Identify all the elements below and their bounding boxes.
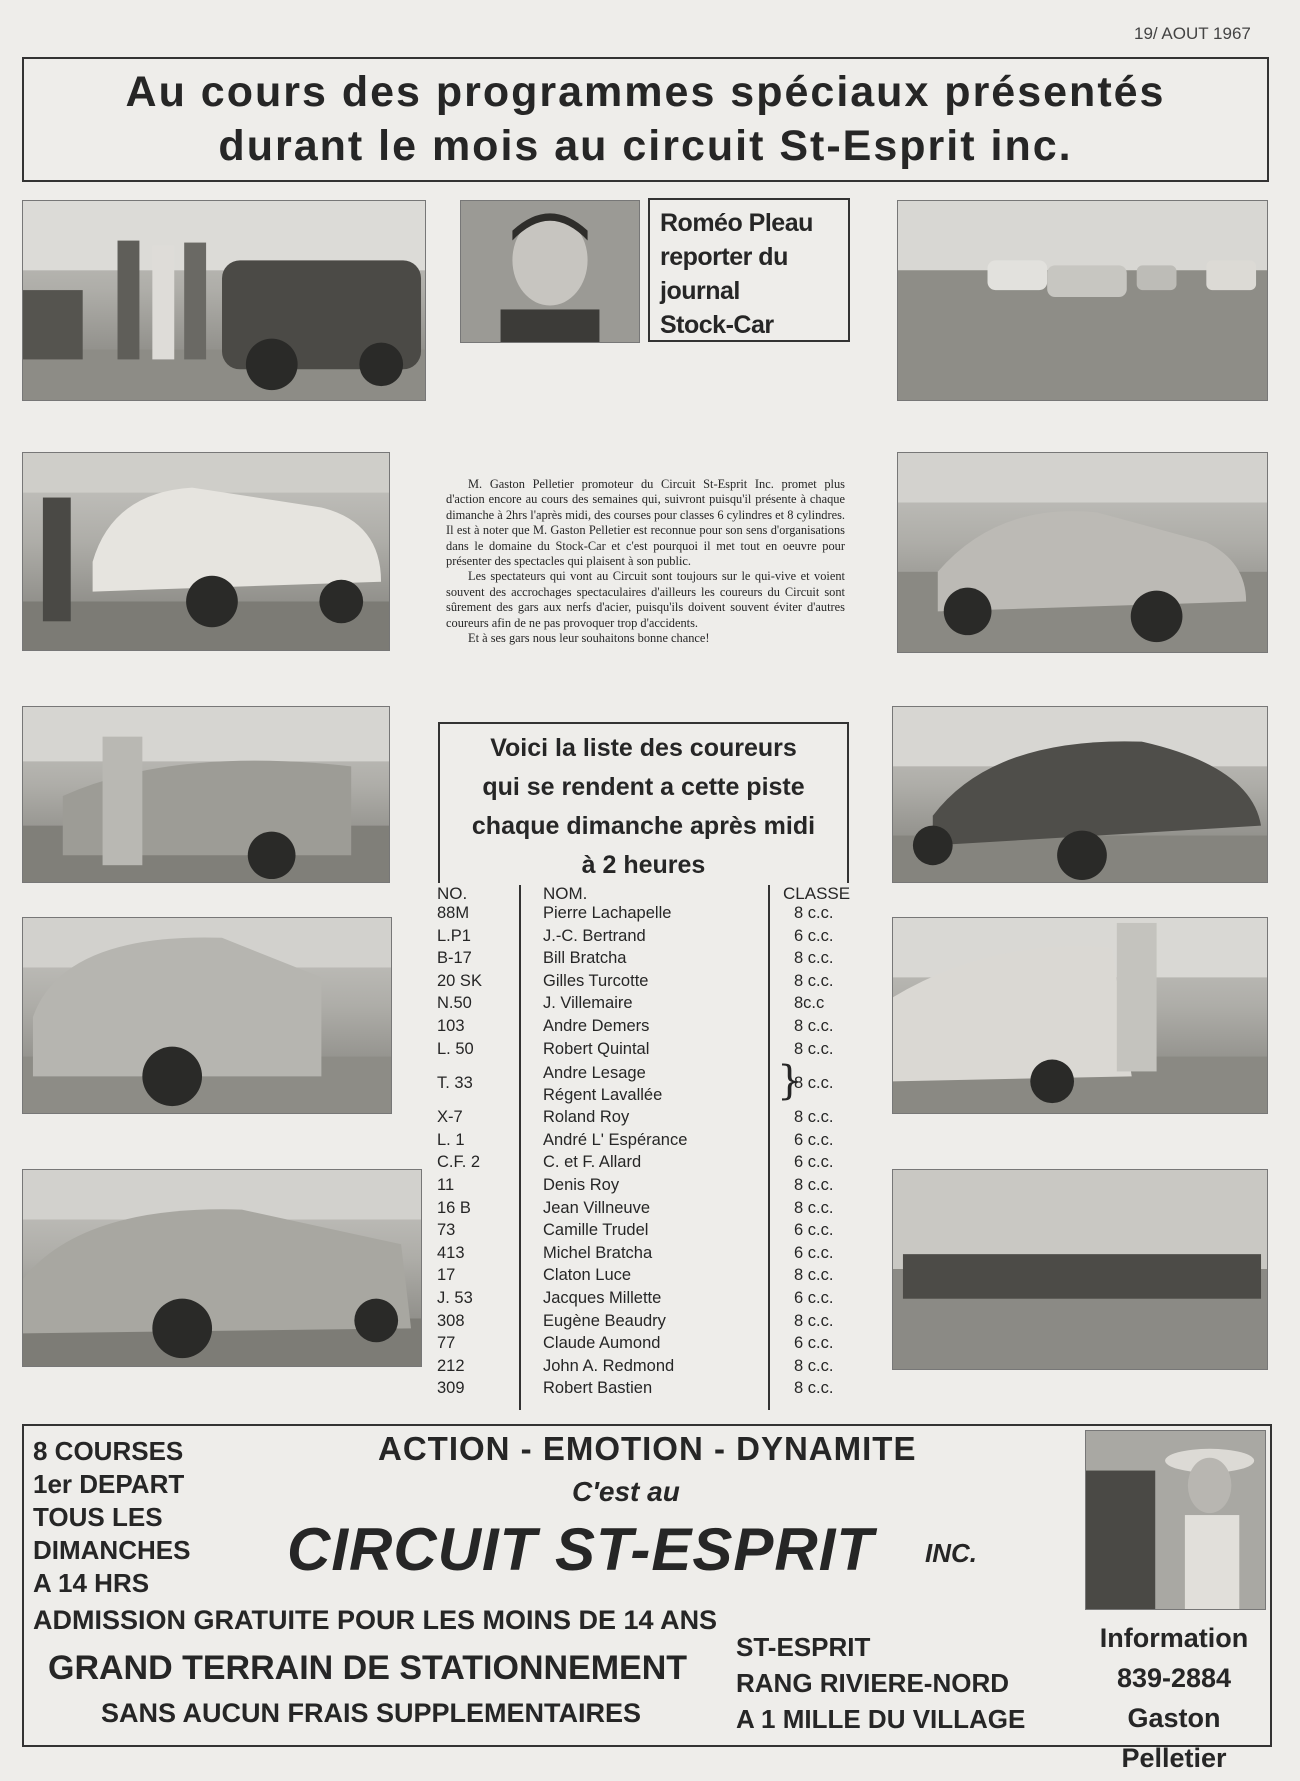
table-row-shared [437, 1058, 857, 1108]
driver-number: C.F. 2 [437, 1153, 481, 1172]
reporter-line-3: journal [660, 277, 740, 305]
photo-drivers-with-car [22, 200, 426, 401]
ad-address [736, 1629, 1025, 1737]
driver-name: John A. Redmond [543, 1356, 675, 1375]
brace-icon: } [777, 1058, 803, 1105]
ad-address-line-3: A 1 MILLE DU VILLAGE [736, 1704, 1026, 1734]
driver-name: Denis Roy [543, 1175, 620, 1194]
driver-number: J. 53 [437, 1288, 473, 1307]
driver-name: J. Villemaire [543, 994, 633, 1013]
driver-class: 8 c.c. [794, 1198, 834, 1217]
headline [22, 57, 1269, 182]
table-row [437, 904, 857, 927]
driver-name: Pierre Lachapelle [543, 904, 672, 922]
driver-name: Roland Roy [543, 1108, 630, 1127]
driver-class: 8 c.c. [794, 1175, 834, 1194]
driver-number: T. 33 [437, 1074, 473, 1093]
driver-name: J.-C. Bertrand [543, 926, 646, 945]
driver-class: 8 c.c. [794, 1016, 834, 1035]
table-row [437, 1244, 857, 1267]
ad-address-line-1: ST-ESPRIT [736, 1632, 871, 1662]
ad-contact-name: Gaston Pelletier [1121, 1703, 1227, 1773]
reporter-line-4: Stock-Car [660, 311, 774, 339]
table-row [437, 1221, 857, 1244]
ad-parking: GRAND TERRAIN DE STATIONNEMENT [48, 1649, 688, 1687]
driver-class: 8 c.c. [794, 949, 834, 968]
table-row [437, 1153, 857, 1176]
ad-admission: ADMISSION GRATUITE POUR LES MOINS DE 14 ANS [33, 1605, 718, 1635]
driver-class: 6 c.c. [794, 1130, 834, 1149]
driver-number: X-7 [437, 1108, 463, 1127]
driver-roster [437, 904, 857, 1402]
driver-class: 6 c.c. [794, 1221, 834, 1240]
driver-number: N.50 [437, 994, 472, 1013]
driver-class: 8 c.c. [794, 1074, 834, 1093]
roster-title [438, 722, 849, 883]
roster-title-line-3: chaque dimanche après midi [471, 812, 816, 840]
ad-schedule-line-1: 8 COURSES [33, 1436, 184, 1466]
driver-number: 212 [437, 1356, 465, 1375]
ad-schedule-line-2: 1er DEPART [33, 1469, 185, 1499]
driver-name: Bill Bratcha [543, 949, 627, 968]
article-paragraph-3: Et à ses gars nous leur souhaitons bonne chance! [468, 631, 710, 646]
driver-number: L. 50 [437, 1039, 474, 1058]
ad-address-line-2: RANG RIVIERE-NORD [736, 1668, 1010, 1698]
driver-number: 309 [437, 1379, 465, 1398]
reporter-line-2: reporter du [660, 243, 788, 271]
driver-class: 8 c.c. [794, 904, 834, 922]
driver-name: Robert Bastien [543, 1379, 653, 1398]
article-paragraph-2: Les spectateurs qui vont au Circuit sont toujours sur le qui-vive et voient souvent des accrochages spectaculaires d'ailleurs les coureurs du Circuit sont sûrement des gars aux nerfs d'acier, puisqu'ils doivent souvent éviter d'autres coureurs afin de ne pas provoquer trop d'accidents. [446, 569, 845, 630]
driver-name: C. et F. Allard [543, 1153, 642, 1172]
ad-schedule-line-3: TOUS LES [33, 1502, 163, 1532]
driver-class: 8 c.c. [794, 1266, 834, 1285]
table-row [437, 994, 857, 1017]
driver-number: 17 [437, 1266, 456, 1285]
photo-sedan-front-damage [892, 706, 1268, 883]
table-row [437, 1312, 857, 1335]
table-row [437, 1266, 857, 1289]
driver-number: B-17 [437, 949, 472, 968]
ad-circuit-name: CIRCUIT ST-ESPRIT [287, 1516, 875, 1583]
driver-class: 6 c.c. [794, 1243, 834, 1262]
driver-name: Claude Aumond [543, 1334, 661, 1353]
article-paragraph-1: M. Gaston Pelletier promoteur du Circuit St-Esprit Inc. promet plus d'action encore au cours des semaines qui, suivront puisqu'il présente à chaque dimanche à 2hrs l'après midi, des courses pour classes 6 cylindres et 8 cylindres. Il est à noter que M. Gaston Pelletier est reconnue pour son sens d'organisations dans le domaine du Stock-Car et c'est pourquoi il met tout en oeuvre pour présenter des spectacles qui plaisent à son public. [446, 477, 845, 569]
driver-number: 77 [437, 1334, 456, 1353]
column-header-classe: CLASSE [783, 884, 851, 903]
table-row [437, 1334, 857, 1357]
driver-class: 6 c.c. [794, 1153, 834, 1172]
driver-class: 8 c.c. [794, 1039, 834, 1058]
ad-schedule [33, 1435, 190, 1600]
column-header-no: NO. [437, 884, 468, 903]
driver-number: 88M [437, 904, 470, 922]
photo-driver-beside-wreck [22, 706, 390, 883]
driver-number: 103 [437, 1016, 465, 1035]
driver-name: Andre Demers [543, 1016, 650, 1035]
driver-class: 8 c.c. [794, 1356, 834, 1375]
table-row [437, 1017, 857, 1040]
ad-contact-label: Information [1099, 1623, 1249, 1653]
table-row [437, 1108, 857, 1131]
driver-class: 6 c.c. [794, 926, 834, 945]
column-header-nom: NOM. [543, 884, 588, 903]
driver-number: 11 [437, 1175, 455, 1194]
ad-schedule-line-4: DIMANCHES [33, 1535, 191, 1565]
table-row [437, 1199, 857, 1222]
table-row [437, 972, 857, 995]
driver-name: Camille Trudel [543, 1221, 649, 1240]
roster-title-line-1: Voici la liste des coureurs [490, 734, 797, 762]
driver-class: 8c.c [794, 994, 825, 1013]
article-text [446, 477, 845, 646]
driver-number: 16 B [437, 1198, 471, 1217]
photo-chevy-crash [892, 917, 1268, 1114]
driver-number: 308 [437, 1311, 465, 1330]
ad-contact-phone: 839-2884 [1116, 1663, 1232, 1693]
table-row [437, 1289, 857, 1312]
driver-name: Robert Quintal [543, 1039, 650, 1058]
driver-class: 8 c.c. [794, 971, 834, 990]
ad-parking-sub: SANS AUCUN FRAIS SUPPLEMENTAIRES [101, 1698, 642, 1728]
driver-number: L.P1 [437, 926, 471, 945]
ad-contact [1076, 1618, 1272, 1778]
driver-class: 8 c.c. [794, 1108, 834, 1127]
driver-names [543, 1062, 662, 1106]
table-row [437, 1176, 857, 1199]
photo-rusted-sedan [22, 917, 392, 1114]
driver-name: Claton Luce [543, 1266, 632, 1285]
headline-line-2: durant le mois au circuit St-Esprit inc. [218, 122, 1073, 170]
driver-name: Eugène Beaudry [543, 1311, 666, 1330]
photo-spectator-crowd [892, 1169, 1268, 1370]
table-row [437, 1379, 857, 1402]
driver-name: Régent Lavallée [543, 1086, 663, 1105]
ad-circuit-inc: INC. [925, 1538, 977, 1568]
table-row [437, 1357, 857, 1380]
ad-cest-au: C'est au [572, 1476, 680, 1507]
driver-name: Jacques Millette [543, 1288, 662, 1307]
driver-name: Andre Lesage [543, 1064, 646, 1083]
photo-wrecked-coupe [897, 452, 1268, 653]
table-row [437, 1131, 857, 1154]
photo-reporter-portrait [460, 200, 640, 343]
photo-track-field [897, 200, 1268, 401]
table-row [437, 949, 857, 972]
photo-car-50 [22, 1169, 422, 1367]
reporter-caption [648, 198, 850, 342]
photo-car-x7 [22, 452, 390, 651]
ad-slogan: ACTION - EMOTION - DYNAMITE [378, 1430, 917, 1467]
table-row [437, 927, 857, 950]
driver-number: 73 [437, 1221, 456, 1240]
driver-number: 20 SK [437, 971, 482, 990]
driver-name: André L' Espérance [543, 1130, 688, 1149]
driver-number: 413 [437, 1243, 465, 1262]
roster-title-line-2: qui se rendent a cette piste [482, 773, 805, 801]
issue-date: 19/ AOUT 1967 [1134, 24, 1251, 43]
reporter-name: Roméo Pleau [660, 209, 813, 237]
driver-name: Michel Bratcha [543, 1243, 653, 1262]
driver-name: Jean Villneuve [543, 1198, 651, 1217]
driver-number: L. 1 [437, 1130, 465, 1149]
photo-promoter [1085, 1430, 1266, 1610]
roster-title-line-4: à 2 heures [581, 851, 706, 879]
driver-name: Gilles Turcotte [543, 971, 649, 990]
headline-line-1: Au cours des programmes spéciaux présentés [125, 68, 1166, 116]
driver-class: 6 c.c. [794, 1288, 834, 1307]
driver-class: 8 c.c. [794, 1311, 834, 1330]
driver-class: 8 c.c. [794, 1379, 834, 1398]
ad-schedule-line-5: A 14 HRS [33, 1568, 150, 1598]
driver-class: 6 c.c. [794, 1334, 834, 1353]
